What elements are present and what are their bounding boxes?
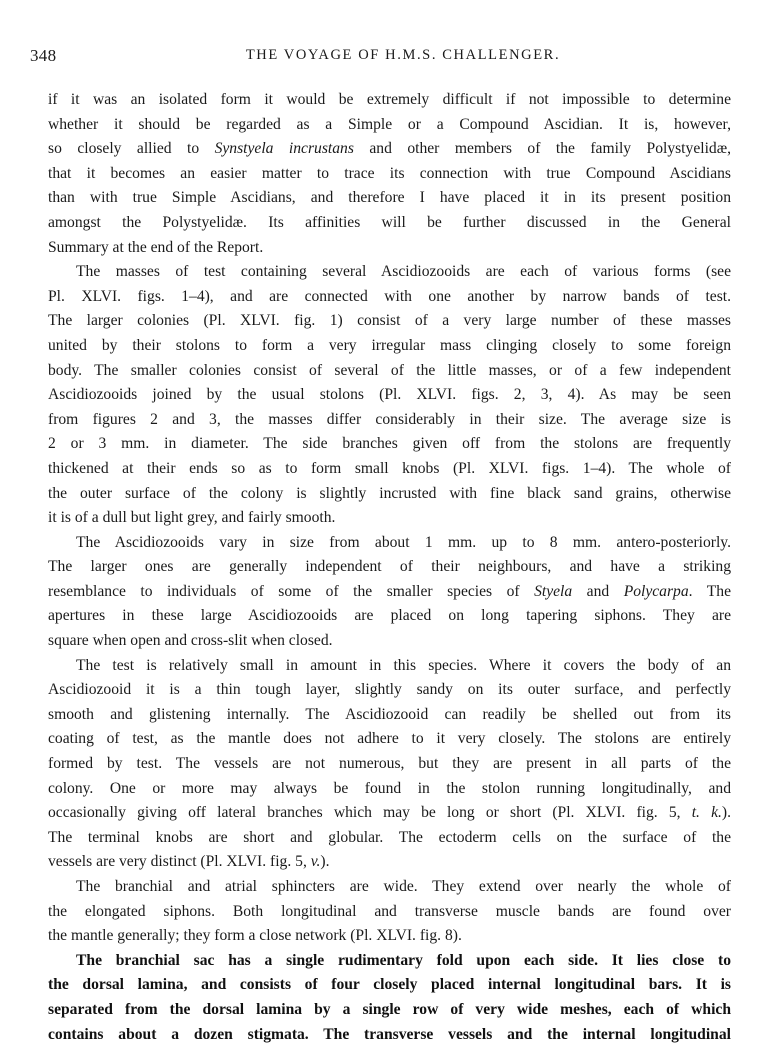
text-line (48, 801, 731, 826)
text-line: amongst the Polystyelidæ. Its affinities will be further discussed in the General (48, 213, 731, 231)
text-segment: and (572, 582, 624, 600)
text-segment: . The (688, 582, 732, 600)
text-line: The Ascidiozooids vary in size from about 1 mm. up to 8 mm. antero-posteriorly. (76, 533, 731, 551)
text-line: Pl. XLVI. figs. 1–4), and are connected with one another by narrow bands of test. (48, 287, 731, 305)
text-segment: occasionally giving off lateral branches which may be long or short (Pl. XLVI. fig. 5, (48, 804, 692, 822)
italic-term: Polycarpa (623, 582, 689, 600)
paragraph (48, 949, 731, 1047)
text-line: united by their stolons to form a very irregular mass clinging closely to some foreign (48, 336, 731, 354)
text-line: whether it should be regarded as a Simple or a Compound Ascidian. It is, however, (48, 115, 731, 133)
italic-term: Synstyela incrustans (214, 140, 354, 158)
text-line: the elongated siphons. Both longitudinal and transverse muscle bands are found over (48, 902, 731, 920)
text-line: than with true Simple Ascidians, and therefore I have placed it in its present position (48, 189, 731, 207)
italic-term: t. k. (691, 804, 722, 822)
text-segment: so closely allied to (48, 140, 215, 158)
text-line: 2 or 3 mm. in diameter. The side branches given off from the stolons are frequently (48, 435, 731, 453)
text-line: Summary at the end of the Report. (48, 238, 264, 256)
text-line: The larger ones are generally independent of their neighbours, and have a striking (48, 558, 731, 576)
text-segment: and other members of the family Polystyelidæ, (353, 140, 731, 158)
text-line: The test is relatively small in amount in this species. Where it covers the body of an (76, 656, 731, 674)
text-line: body. The smaller colonies consist of several of the little masses, or of a few independent (48, 361, 731, 379)
text-segment: vessels are very distinct (Pl. XLVI. fig. 5, (48, 853, 311, 871)
text-line (48, 137, 731, 162)
text-line: apertures in these large Ascidiozooids are placed on long tapering siphons. They are (48, 607, 731, 625)
text-line: that it becomes an easier matter to trace its connection with true Compound Ascidians (48, 164, 731, 182)
text-line: colony. One or more may always be found in the stolon running longitudinally, and (48, 779, 731, 797)
text-segment: resemblance to individuals of some of the smaller species of (48, 582, 535, 600)
italic-term: v. (310, 853, 321, 871)
paragraph (48, 260, 731, 531)
text-line (48, 850, 731, 875)
text-line: The terminal knobs are short and globular. The ectoderm cells on the surface of the (48, 828, 731, 846)
paragraph (48, 875, 731, 949)
text-line (48, 580, 731, 605)
text-line: The branchial sac has a single rudimentary fold upon each side. It lies close to (76, 951, 731, 969)
paragraph (48, 88, 731, 260)
text-line: Ascidiozooid it is a thin tough layer, slightly sandy on its outer surface, and perfectly (48, 681, 731, 699)
text-line: if it was an isolated form it would be extremely difficult if not impossible to determine (48, 91, 731, 108)
text-line: The branchial and atrial sphincters are wide. They extend over nearly the whole of (76, 878, 731, 895)
text-line: the dorsal lamina, and consists of four closely placed internal longitudinal bars. It is (48, 976, 731, 994)
paragraph (48, 531, 731, 654)
text-line: it is of a dull but light grey, and fairly smooth. (48, 509, 336, 527)
running-title: THE VOYAGE OF H.M.S. CHALLENGER. (245, 47, 561, 63)
paragraph (48, 654, 731, 875)
text-line: thickened at their ends so as to form small knobs (Pl. XLVI. figs. 1–4). The whole of (48, 459, 731, 477)
page-header (30, 46, 736, 68)
text-line: contains about a dozen stigmata. The transverse vessels and the internal longitudinal (48, 1025, 731, 1043)
text-line: formed by test. The vessels are not numerous, but they are present in all parts of the (48, 755, 731, 773)
page-number: 348 (30, 46, 57, 65)
text-line: smooth and glistening internally. The Ascidiozooid can readily be shelled out from its (48, 705, 731, 723)
text-segment: ). (320, 853, 330, 871)
text-segment: ). (721, 804, 731, 822)
text-line: The masses of test containing several Ascidiozooids are each of various forms (see (76, 263, 731, 281)
text-line: square when open and cross-slit when closed. (48, 632, 333, 650)
text-line: the mantle generally; they form a close network (Pl. XLVI. fig. 8). (48, 927, 462, 945)
text-line: coating of test, as the mantle does not adhere to it very closely. The stolons are entirely (48, 730, 731, 748)
text-line: from figures 2 and 3, the masses differ considerably in their size. The average size is (48, 410, 731, 428)
text-line: separated from the dorsal lamina by a single row of very wide meshes, each of which (48, 1000, 731, 1018)
text-line: the outer surface of the colony is slightly incrusted with fine black sand grains, otherwise (48, 484, 731, 502)
text-line: The larger colonies (Pl. XLVI. fig. 1) consist of a very large number of these masses (48, 312, 731, 330)
text-line: Ascidiozooids joined by the usual stolons (Pl. XLVI. figs. 2, 3, 4). As may be seen (48, 386, 731, 404)
italic-term: Styela (534, 582, 573, 600)
body-text (48, 88, 731, 1047)
